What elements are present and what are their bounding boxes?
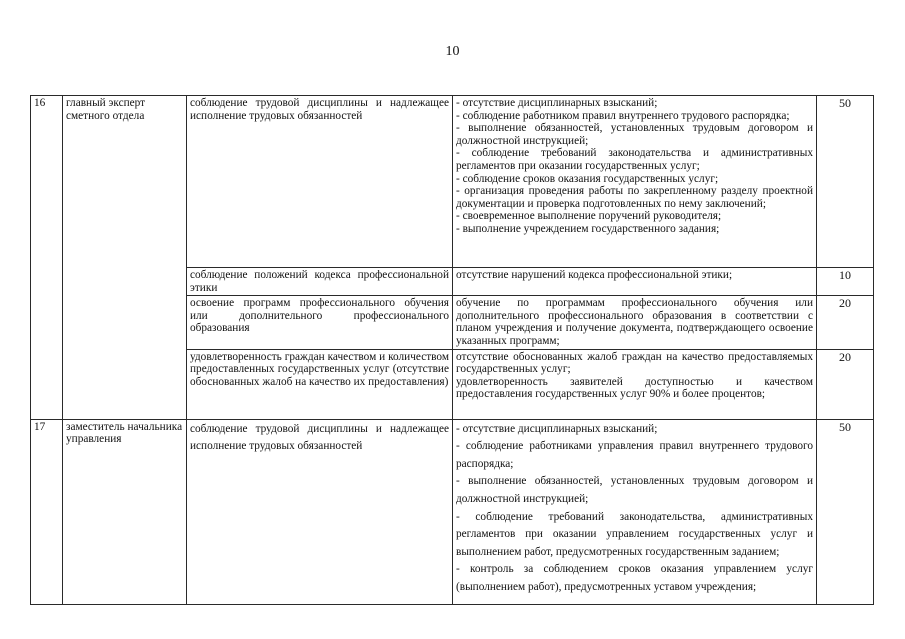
indicator: - отсутствие дисциплинарных взысканий; [456,422,658,435]
criterion-name: соблюдение трудовой дисциплины и надлежащее исполнение трудовых обязанностей [187,419,453,604]
indicator: - выполнение обязанностей, установленных трудовым договором и должностной инструкцией; [456,122,813,147]
indicator: - отсутствие дисциплинарных взысканий; [456,97,658,109]
indicator: - выполнение обязанностей, установленных трудовым договором и должностной инструкцией; [456,475,813,505]
criterion-name: освоение программ профессионального обучения или дополнительного профессионального образования [187,296,453,349]
criterion-indicators [453,419,817,604]
criterion-indicators [453,96,817,268]
score-value: 20 [817,296,874,349]
indicator: обучение по программам профессионального обучения или дополнительного профессионального образования в соответствии с планом учреждения и получение документа, подтверждающего освоение указанных программ; [456,297,813,347]
score-value: 20 [817,349,874,419]
indicator: - соблюдение требований законодательства и административных регламентов при оказании государственных услуг; [456,147,813,172]
score-value: 10 [817,268,874,296]
indicator: удовлетворенность заявителей доступностью и качеством предоставления государственных услуг 90% и более процентов; [456,375,813,401]
position-title: главный эксперт сметного отдела [63,96,187,420]
indicator: - организация проведения работы по закрепленному разделу проектной документации и проверка подготовленных по нему заключений; [456,185,813,210]
criterion-indicators [453,349,817,419]
score-value: 50 [817,419,874,604]
indicator: отсутствие обоснованных жалоб граждан на качество предоставляемых государственных услуг; [456,350,813,376]
table-row [31,419,874,604]
criterion-name: удовлетворенность граждан качеством и количеством предоставленных государственных услуг (отсутствие обоснованных жалоб на качество их предоставления) [187,349,453,419]
page-number: 10 [445,44,460,59]
indicator: - контроль за соблюдением сроков оказания управлением услуг (выполнением работ), предусмотренных уставом учреждения; [456,563,813,593]
position-title: заместитель начальника управления [63,419,187,604]
criterion-indicators [453,268,817,296]
indicator: - соблюдение работником правил внутреннего трудового распорядка; [456,109,790,122]
criteria-table [30,95,874,605]
indicator: - соблюдение работниками управления правил внутреннего трудового распорядка; [456,440,813,470]
table-row [31,96,874,268]
criterion-name: соблюдение трудовой дисциплины и надлежащее исполнение трудовых обязанностей [187,96,453,268]
indicator: - своевременное выполнение поручений руководителя; [456,210,722,223]
criterion-indicators [453,296,817,349]
criterion-name: соблюдение положений кодекса профессиональной этики [187,268,453,296]
score-value: 50 [817,96,874,268]
indicator: - соблюдение сроков оказания государственных услуг; [456,172,719,185]
indicator: отсутствие нарушений кодекса профессиональной этики; [456,269,733,281]
indicator: - соблюдение требований законодательства, административных регламентов при оказании управлением государственных услуг и выполнением работ, предусмотренных государственным заданием; [456,510,813,558]
indicator: - выполнение учреждением государственного задания; [456,222,720,235]
row-number: 17 [31,419,63,604]
row-number: 16 [31,96,63,420]
